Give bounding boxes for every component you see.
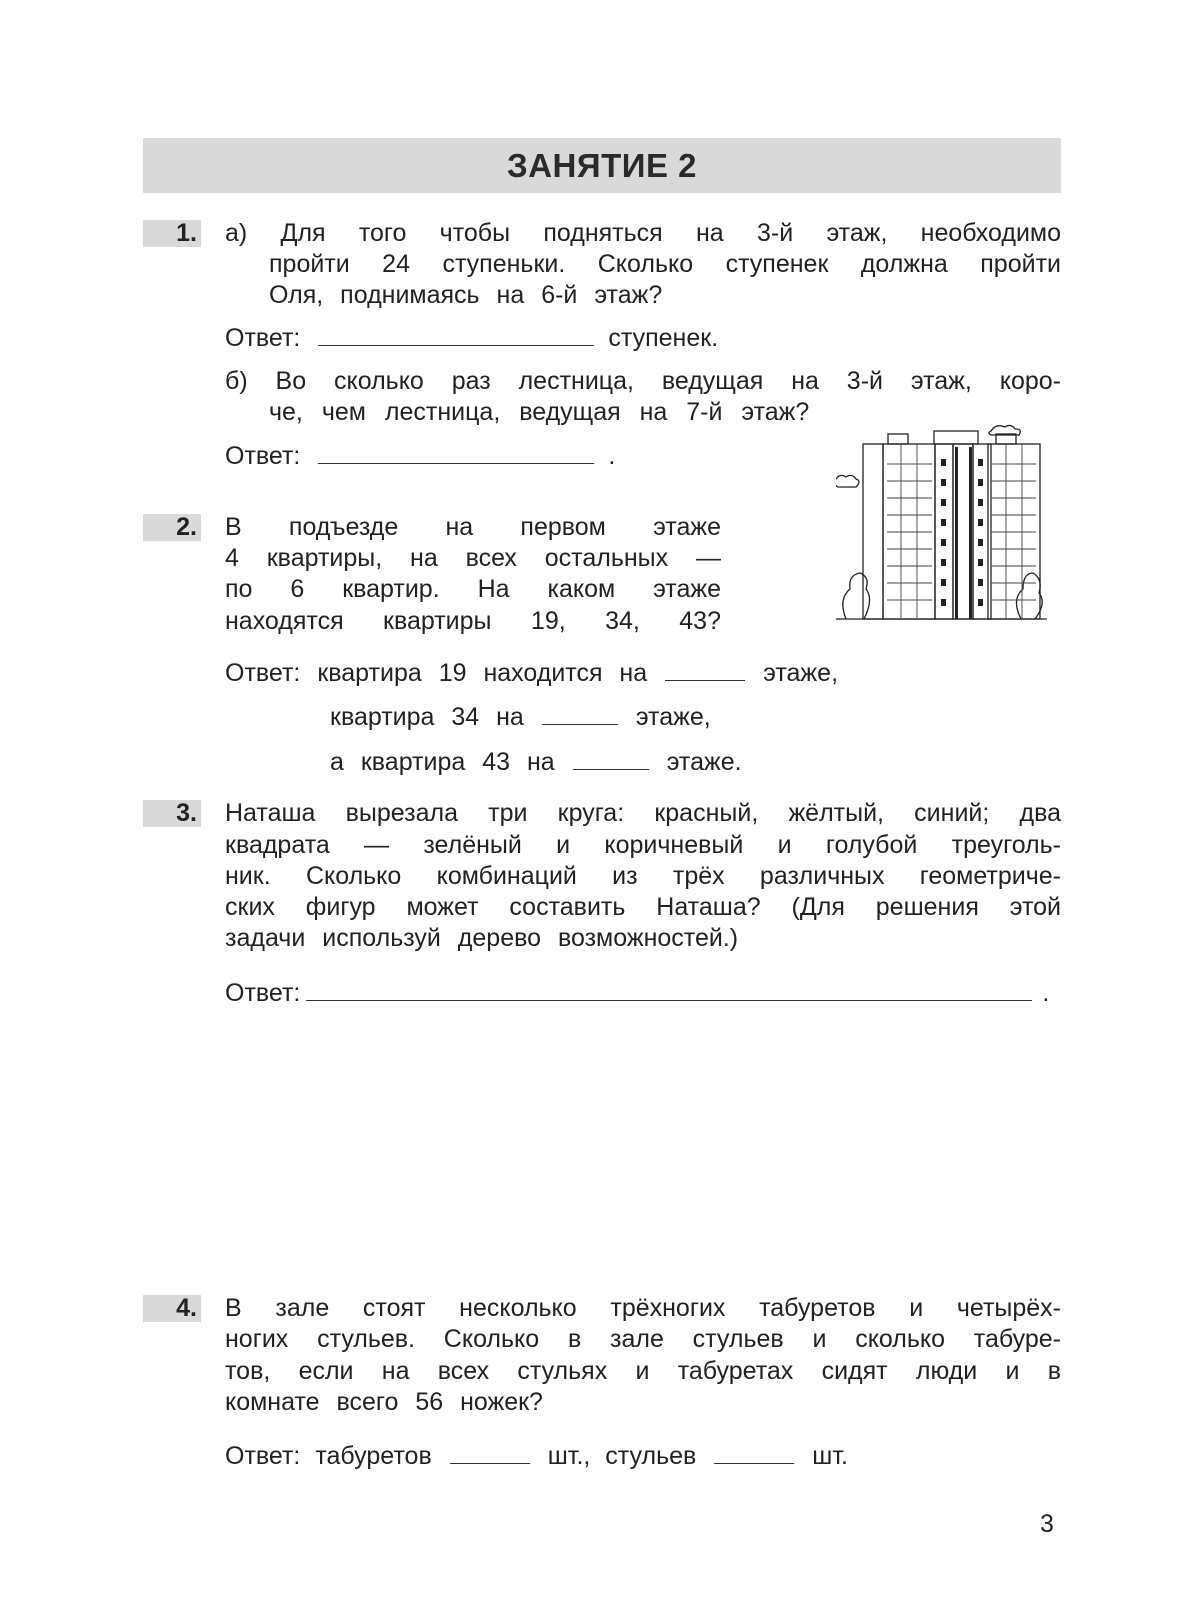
task3-line: ник. Сколько комбинаций из трёх различных геометриче-	[225, 862, 1061, 890]
answer-label: Ответ:	[225, 442, 301, 470]
task2-answer-line1	[225, 658, 838, 688]
lesson-title: ЗАНЯТИЕ 2	[507, 147, 697, 184]
task4-answer	[225, 1441, 848, 1471]
answer-text: квартира 19 находится на	[317, 659, 648, 687]
answer-blank[interactable]	[306, 982, 1032, 1001]
task4-line: комнате всего 56 ножек?	[225, 1388, 543, 1416]
task-number-1: 1.	[143, 220, 201, 247]
page-number: 3	[1040, 1510, 1054, 1538]
task3-line: ских фигур может составить Наташа? (Для решения этой	[225, 893, 1061, 921]
answer-label: Ответ:	[225, 979, 301, 1007]
task4-line: ногих стульев. Сколько в зале стульев и сколько табуре-	[225, 1325, 1061, 1353]
task3-line: квадрата — зелёный и коричневый и голубой треуголь-	[225, 831, 1061, 859]
answer-blank[interactable]	[714, 1445, 794, 1464]
task1b-answer	[225, 441, 615, 471]
lesson-header	[143, 138, 1061, 193]
task2-answer-line2	[330, 702, 711, 732]
answer-unit: ступенек.	[608, 324, 719, 352]
answer-text: шт., стульев	[547, 1442, 697, 1470]
task1a-answer	[225, 323, 718, 353]
answer-text: этаже.	[666, 748, 742, 776]
answer-blank[interactable]	[318, 327, 594, 346]
task-number-3: 3.	[143, 800, 201, 827]
task1b-line: б) Во сколько раз лестница, ведущая на 3-й этаж, коро-	[225, 367, 1061, 395]
task2-line: находятся квартиры 19, 34, 43?	[225, 607, 721, 635]
answer-blank[interactable]	[665, 662, 745, 681]
answer-blank[interactable]	[318, 445, 594, 464]
task4-line: тов, если на всех стульях и табуретах сидят люди и в	[225, 1357, 1061, 1385]
answer-label: Ответ:	[225, 324, 301, 352]
task2-answer-line3	[330, 747, 742, 777]
task2-line: по 6 квартир. На каком этаже	[225, 575, 721, 603]
task2-line: В подъезде на первом этаже	[225, 513, 721, 541]
answer-text: этаже,	[635, 703, 711, 731]
task3-line: Наташа вырезала три круга: красный, жёлтый, синий; два	[225, 799, 1061, 827]
answer-label: Ответ:	[225, 1442, 301, 1470]
task2-line: 4 квартиры, на всех остальных —	[225, 544, 721, 572]
task3-answer	[225, 978, 1049, 1008]
task-number-4: 4.	[143, 1295, 201, 1322]
task-number-2: 2.	[143, 514, 201, 541]
answer-text: квартира 34 на	[330, 703, 524, 731]
answer-text: а квартира 43 на	[330, 748, 555, 776]
answer-text: этаже,	[763, 659, 839, 687]
answer-text: шт.	[812, 1442, 848, 1470]
answer-end: .	[1042, 979, 1050, 1007]
task3-line: задачи используй дерево возможностей.)	[225, 924, 739, 952]
task4-line: В зале стоят несколько трёхногих табуретов и четырёх-	[225, 1294, 1061, 1322]
answer-blank[interactable]	[450, 1445, 530, 1464]
answer-blank[interactable]	[542, 706, 618, 725]
task1a-line: пройти 24 ступеньки. Сколько ступенек должна пройти	[269, 250, 1061, 278]
answer-blank[interactable]	[573, 751, 649, 770]
answer-text: табуретов	[315, 1442, 432, 1470]
task1b-line: че, чем лестница, ведущая на 7-й этаж?	[269, 398, 810, 426]
answer-end: .	[608, 442, 616, 470]
task1a-line: Оля, поднимаясь на 6-й этаж?	[269, 281, 663, 309]
task1a-line: а) Для того чтобы подняться на 3-й этаж, необходимо	[225, 219, 1061, 247]
answer-label: Ответ:	[225, 659, 301, 687]
apartment-building-icon	[836, 419, 1047, 629]
